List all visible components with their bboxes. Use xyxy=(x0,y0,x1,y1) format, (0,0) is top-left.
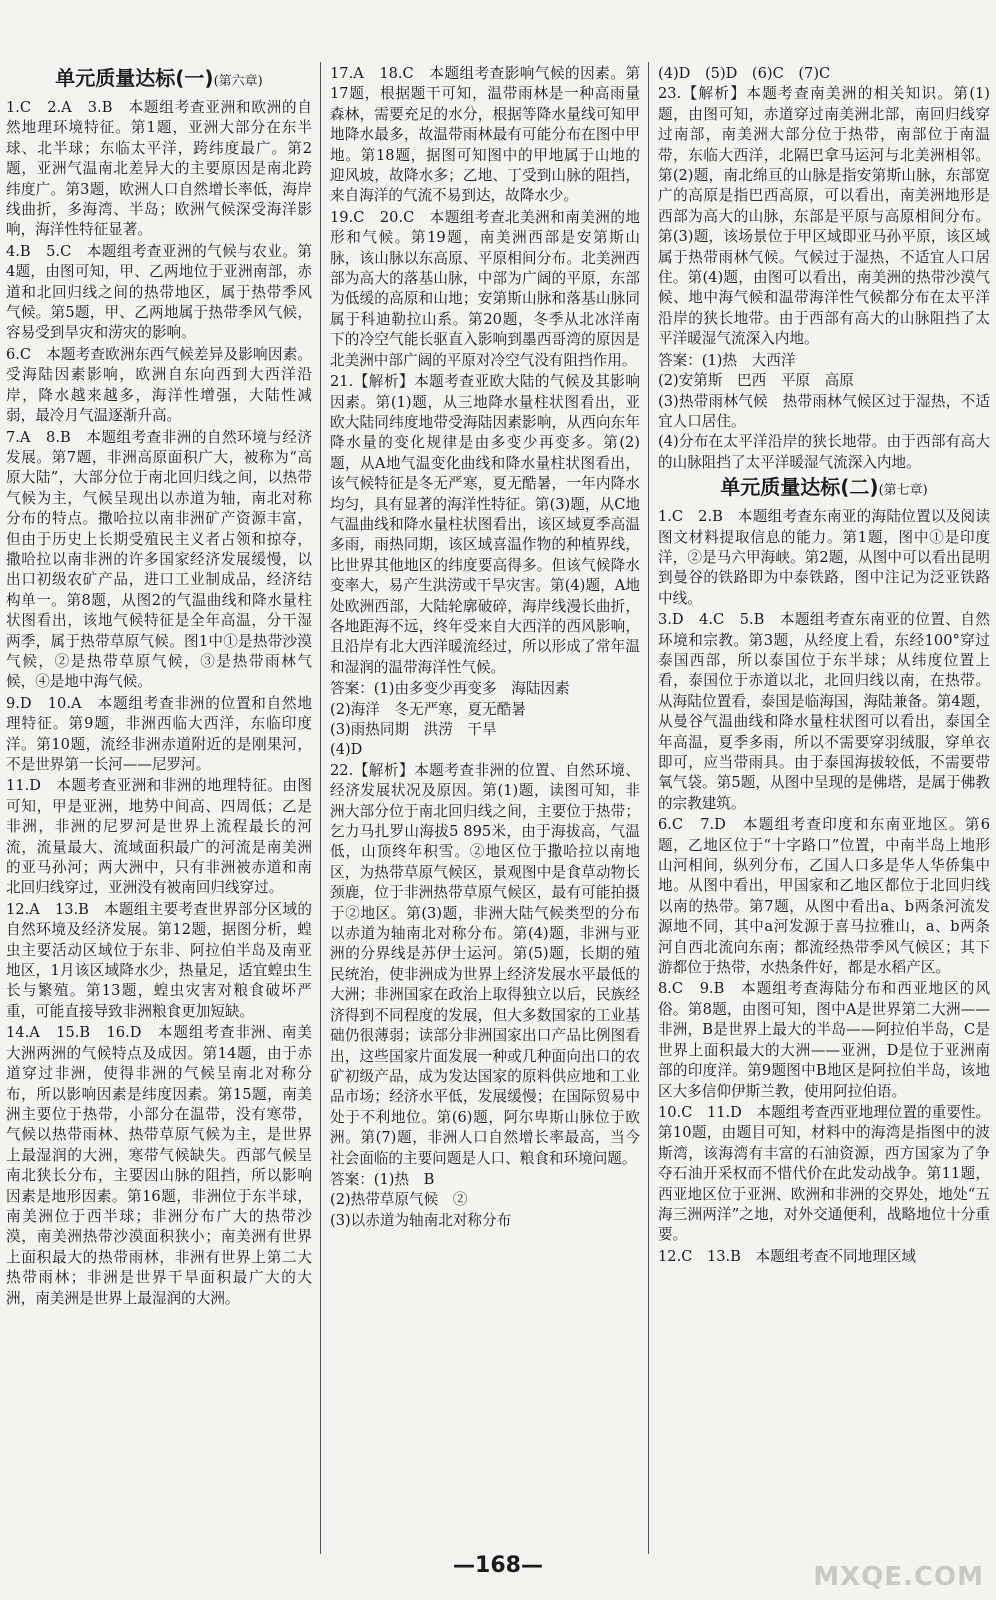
answer-paragraph: 3.D 4.C 5.B 本题组考查东南亚的位置、自然环境和宗教。第3题，从经度上看，东经100°穿过泰国西部，所以泰国位于东半球；从纬度位置上看，泰国位于赤道以北，北回归线以南，在热带。从海陆位置看，泰国是临海国，海陆兼备。第4题，从曼谷气温曲线和降水量柱状图可以看出，泰国全年高温，夏季多雨，所以不需要穿羽绒服，穿单衣即可，应当带雨具。由于泰国海拔较低，不需要带氧气袋。第5题，从图中呈现的是佛塔，是属于佛教的宗教建筑。 xyxy=(658,611,990,812)
answer-line: (3)热带雨林气候 热带雨林气候区过于湿热，不适宜人口居住。 xyxy=(658,392,990,430)
answer-paragraph: 1.C 2.B 本题组考查东南亚的海陆位置以及阅读图文材料提取信息的能力。第1题，图中①是印度洋，②是马六甲海峡。第2题，从图中可以看出昆明到曼谷的铁路即为中泰铁路，图中注记为泛亚铁路中线。 xyxy=(658,508,990,607)
answer-line: (2)安第斯 巴西 平原 高原 xyxy=(658,372,854,390)
answer-paragraph: 10.C 11.D 本题组考查西亚地理位置的重要性。第10题，由题目可知，材料中的海湾是指图中的波斯湾，该海湾有丰富的石油资源，西方国家为了争夺石油开采权而不惜代价在此发动战争。第11题，西亚地区位于亚洲、欧洲和非洲的交界处，地处“五海三洲两洋”之地，对外交通便利，战略地位十分重要。 xyxy=(658,1103,990,1244)
answer-line: 答案：(1)由多变少再变多 海陆因素 xyxy=(330,680,570,698)
answer-paragraph: 22.【解析】本题考查非洲的位置、自然环境、经济发展状况及原因。第(1)题，读图可知，非洲大部分位于南北回归线之间，主要位于热带；乞力马扎罗山海拔5 895米，由于海拔高，气温低，山顶终年积雪。②地区位于撒哈拉以南地区，为热带草原气候区，景观图中是食草动物长颈鹿，位于非洲热带草原气候区，最有可能拍摄于②地区。第(3)题，非洲大陆气候类型的分布以赤道为轴南北对称分布。第(4)题，非洲与亚洲的分界线是苏伊士运河。第(5)题，长期的殖民统治，使非洲成为世界上经济发展水平最低的大洲；非洲国家在政治上取得独立以后，民族经济得到不同程度的发展，但大多数国家的工业基础仍很薄弱；读部分非洲国家出口产品比例图看出，这些国家片面发展一种或几种面向出口的农矿初级产品，成为发达国家的原料供应地和工业品市场；经济水平低，发展缓慢；在国际贸易中处于不利地位。第(6)题，阿尔卑斯山脉位于欧洲。第(7)题，非洲人口自然增长率最高，当今社会面临的主要问题是人口、粮食和环境问题。 xyxy=(330,761,640,1167)
column-divider xyxy=(648,62,649,1554)
answer-paragraph: 14.A 15.B 16.D 本题组考查非洲、南美大洲两洲的气候特点及成因。第14题，由于赤道穿过非洲，使得非洲的气候呈南北对称分布，所以影响因素是纬度因素。第15题，南美洲主要位于热带，小部分在温带，没有寒带，气候以热带雨林、热带草原气候为主，是世界上最湿润的大洲，寒带气候缺失。西部气候呈南北狭长分布，主要因山脉的阻挡，所以影响因素是地形因素。第16题，非洲位于东半球，南美洲位于西半球；非洲分布广大的热带沙漠，南美洲热带沙漠面积狭小；南美洲有世界上面积最大的热带雨林，非洲有世界上第二大热带雨林；非洲是世界干旱面积最广大的大洲，南美洲是世界上最湿润的大洲。 xyxy=(6,1024,312,1307)
answer-line: (4)D xyxy=(330,741,363,759)
answer-line: (3)以赤道为轴南北对称分布 xyxy=(330,1211,512,1229)
answer-paragraph: 23.【解析】本题考查南美洲的相关知识。第(1)题，由图可知，赤道穿过南美洲北部，南回归线穿过南部，南美洲大部分位于热带，南部位于南温带，东临大西洋，北隔巴拿马运河与北美洲相邻。第(2)题，南北绵亘的山脉是指安第斯山脉，东部宽广的高原是指巴西高原，可以看出，南美洲地形是西部为高大的山脉，东部是平原与高原相间分布。第(3)题，该场景位于甲区域即亚马孙平原，该区域属于热带雨林气候。气候过于湿热，不适宜人口居住。第(4)题，由图可以看出，南美洲的热带沙漠气候、地中海气候和温带海洋性气候都分布在太平洋沿岸的狭长地带。由于西部有高大的山脉阻挡了太平洋暖湿气流深入内地。 xyxy=(658,85,990,348)
answer-line: 答案：(1)热 大西洋 xyxy=(658,351,796,369)
page-number: —168— xyxy=(453,1553,543,1578)
section-title-text: 单元质量达标(二) xyxy=(720,475,879,500)
answer-paragraph: 19.C 20.C 本题组考查北美洲和南美洲的地形和气候。第19题，南美洲西部是安第斯山脉，该山脉以东高原、平原相间分布。北美洲西部为高大的落基山脉，中部为广阔的平原，东部为低缓的高原和山地；安第斯山脉和落基山脉同属于科迪勒拉山系。第20题，冬季从北冰洋南下的冷空气能长驱直入影响到墨西哥湾的原因是北美洲中部广阔的平原对冷空气没有阻挡作用。 xyxy=(330,208,640,369)
column-divider xyxy=(320,62,321,1554)
watermark: MXQE.COM xyxy=(813,1562,984,1592)
answer-paragraph: 11.D 本题考查亚洲和非洲的地理特征。由图可知，甲是亚洲，地势中间高、四周低；乙是非洲，非洲的尼罗河是世界上流程最长的河流，流量最大、流域面积最广的河流是南美洲的亚马孙河；两大洲中，只有非洲被赤道和南北回归线穿过，亚洲没有被南回归线穿过。 xyxy=(6,777,312,897)
answer-paragraph: 7.A 8.B 本题组考查非洲的自然环境与经济发展。第7题，非洲高原面积广大，被称为“高原大陆”，大部分位于南北回归线之间，以热带气候为主，气候呈现出以赤道为轴，南北对称分布的特点。撒哈拉以南非洲矿产资源丰富，但由于历史上长期受殖民主义者占领和掠夺，撒哈拉以南非洲的许多国家经济发展缓慢，以出口初级农矿产品，进口工业制成品，经济结构单一。第8题，从图2的气温曲线和降水量柱状图看出，该地气候特征是全年高温，分干湿两季，属于热带草原气候。图1中①是热带沙漠气候，②是热带草原气候，③是热带雨林气候，④是地中海气候。 xyxy=(6,428,312,691)
answer-paragraph: 12.C 13.B 本题组考查不同地理区域 xyxy=(658,1247,917,1265)
answer-paragraph: 1.C 2.A 3.B 本题组考查亚洲和欧洲的自然地理环境特征。第1题，亚洲大部分在东半球、北半球；东临太平洋，跨纬度最广。第2题，亚洲气温南北差异大的主要原因是南北跨纬度广。第3题，欧洲人口自然增长率低，海岸线曲折，多海湾、半岛；欧洲气候深受海洋影响，海洋性特征显著。 xyxy=(6,99,312,239)
answer-line: 答案：(1)热 B xyxy=(330,1170,435,1188)
column-2 xyxy=(330,64,640,1231)
answer-line: (2)热带草原气候 ② xyxy=(330,1191,468,1209)
answer-line: (4)D (5)D (6)C (7)C xyxy=(658,65,831,82)
column-3 xyxy=(658,64,990,1268)
answer-line: (2)海洋 冬无严寒，夏无酷暑 xyxy=(330,700,526,718)
answer-paragraph: 6.C 7.D 本题组考查印度和东南亚地区。第6题，乙地区位于“十字路口”位置，中南半岛上地形山河相间，纵列分布，乙国人口多是华人华侨集中地。从图中看出，甲国家和乙地区都位于北回归线以南的热带。第7题，从图中看出a、b两条河流发源地不同，其中a河发源于喜马拉雅山，a、b两条河自西北流向东南；都流经热带季风气候区；其下游都位于热带，水热条件好，都是水稻产区。 xyxy=(658,816,990,977)
answer-paragraph: 8.C 9.B 本题组考查海陆分布和西亚地区的风俗。第8题，由图可知，图中A是世界第二大洲——非洲，B是世界上最大的半岛——阿拉伯半岛，C是世界上面积最大的大洲——亚洲，D是位于亚洲南部的印度洋。第9题图中B地区是阿拉伯半岛，该地区大多信仰伊斯兰教，使用阿拉伯语。 xyxy=(658,980,990,1100)
answer-line: (4)分布在太平洋沿岸的狭长地带。由于西部有高大的山脉阻挡了太平洋暖湿气流深入内地。 xyxy=(658,433,990,471)
section-title-sub: (第七章) xyxy=(878,483,928,499)
answer-paragraph: 9.D 10.A 本题组考查非洲的位置和自然地理特征。第9题，非洲西临大西洋，东临印度洋。第10题，流经非洲赤道附近的是刚果河，不是世界第一长河——尼罗河。 xyxy=(6,694,312,773)
answer-paragraph: 4.B 5.C 本题组考查亚洲的气候与农业。第4题，由图可知，甲、乙两地位于亚洲南部，赤道和北回归线之间的热带地区，属于热带季风气候。第5题，甲、乙两地属于热带季风气候，容易受到旱灾和涝灾的影响。 xyxy=(6,242,312,342)
section-title-unit-1 xyxy=(6,64,312,96)
answer-paragraph: 17.A 18.C 本题组考查影响气候的因素。第17题，根据题干可知，温带雨林是一种高雨量森林，需要充足的水分，根据等降水量线可知甲地降水最多，故温带雨林最有可能分布在图中甲地。第18题，据图可知图中的甲地属于山地的迎风坡，故降水多；乙地、丁受到山脉的阻挡，来自海洋的气流不易到达，故降水少。 xyxy=(330,65,640,205)
answer-paragraph: 21.【解析】本题考查亚欧大陆的气候及其影响因素。第(1)题，从三地降水量柱状图看出，亚欧大陆同纬度地带受海陆因素影响，从西向东年降水量的变化规律是由多变少再变多。第(2)题，从A地气温变化曲线和降水量柱状图看出，该气候特征是冬无严寒，夏无酷暑，一年内降水均匀，具有显著的海洋性特征。第(3)题，从C地气温曲线和降水量柱状图看出，该区域夏季高温多雨，雨热同期，该区域喜温作物的种植界线，比世界其他地区的纬度要高得多。但该气候降水变率大，易产生洪涝或干旱灾害。第(4)题，A地处欧洲西部，大陆轮廓破碎，海岸线漫长曲折，各地距海不远，终年受来自大西洋的西风影响，且沿岸有北大西洋暖流经过，所以形成了常年温和湿润的温带海洋性气候。 xyxy=(330,373,640,676)
answer-line: (3)雨热同期 洪涝 干旱 xyxy=(330,721,497,738)
section-title-text: 单元质量达标(一) xyxy=(55,66,214,90)
section-title-sub: (第六章) xyxy=(213,74,263,89)
section-title-unit-2 xyxy=(658,473,990,505)
answer-paragraph: 6.C 本题考查欧洲东西气候差异及影响因素。受海陆因素影响，欧洲自东向西到大西洋沿岸，降水越来越多，海洋性增强，大陆性减弱，最冷月气温逐渐升高。 xyxy=(6,345,312,425)
answer-paragraph: 12.A 13.B 本题组主要考查世界部分区域的自然环境及经济发展。第12题，据图分析，蝗虫主要活动区域位于东非、阿拉伯半岛及南亚地区，1月该区域降水少，热量足，适宜蝗虫生长与繁殖。第13题，蝗虫灾害对粮食破坏严重，可能直接导致非洲粮食更加短缺。 xyxy=(6,900,312,1020)
column-1 xyxy=(6,64,312,1310)
